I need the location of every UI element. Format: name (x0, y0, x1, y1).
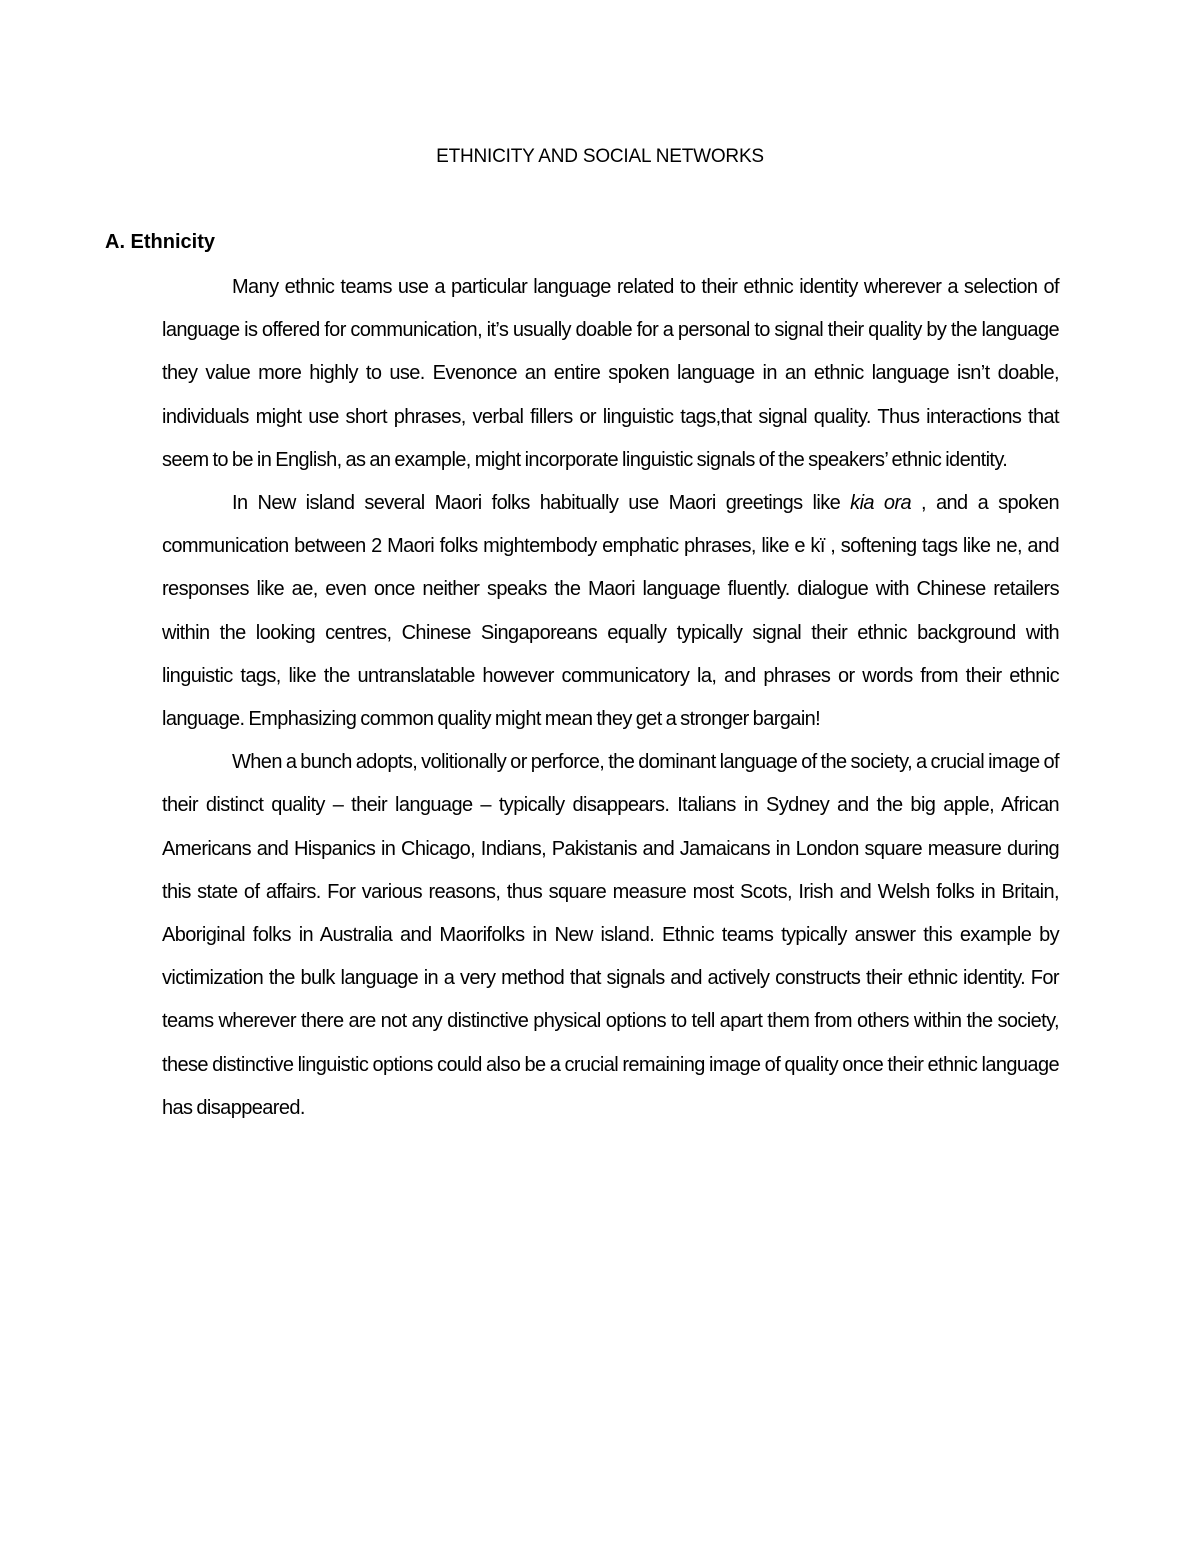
paragraph-1: Many ethnic teams use a particular language related to their ethnic identity wherever a selection of language is offered for communication, it’s usually doable for a personal to signal their quality by the language they value more highly to use. Evenonce an entire spoken language in an ethnic language isn’t doable, individuals might use short phrases, verbal fillers or linguistic tags,that signal quality. Thus interactions that seem to be in English, as an example, might incorporate linguistic signals of the speakers’ ethnic identity. (162, 276, 1059, 471)
section-heading: A. Ethnicity (105, 231, 216, 253)
paragraph-3: When a bunch adopts, volitionally or perforce, the dominant language of the society, a crucial image of their distinct quality – their language – typically disappears. Italians in Sydney and the big apple, African Americans and Hispanics in Chicago, Indians, Pakistanis and Jamaicans in London square measure during this state of affairs. For various reasons, thus square measure most Scots, Irish and Welsh folks in Britain, Aboriginal folks in Australia and Maorifolks in New island. Ethnic teams typically answer this example by victimization the bulk language in a very method that signals and actively constructs their ethnic identity. For teams wherever there are not any distinctive physical options to tell apart them from others within the society, these distinctive linguistic options could also be a crucial remaining image of quality once their ethnic language has disappeared. (162, 751, 1059, 1119)
maori-greeting-italic: kia ora (850, 492, 912, 515)
paragraph-2: In New island several Maori folks habitually use Maori greetings like kia ora , and a spoken communication between 2 Maori folks mightembody emphatic phrases, like e kï , softening tags like ne, and responses like ae, even once neither speaks the Maori language fluently. dialogue with Chinese retailers within the looking centres, Chinese Singaporeans equally typically signal their ethnic background with linguistic tags, like the untranslatable however communicatory la, and phrases or words from their ethnic language. Emphasizing common quality might mean they get a stronger bargain! (162, 492, 1059, 731)
document-body (162, 266, 1059, 1130)
document-title: ETHNICITY AND SOCIAL NETWORKS (436, 146, 764, 167)
